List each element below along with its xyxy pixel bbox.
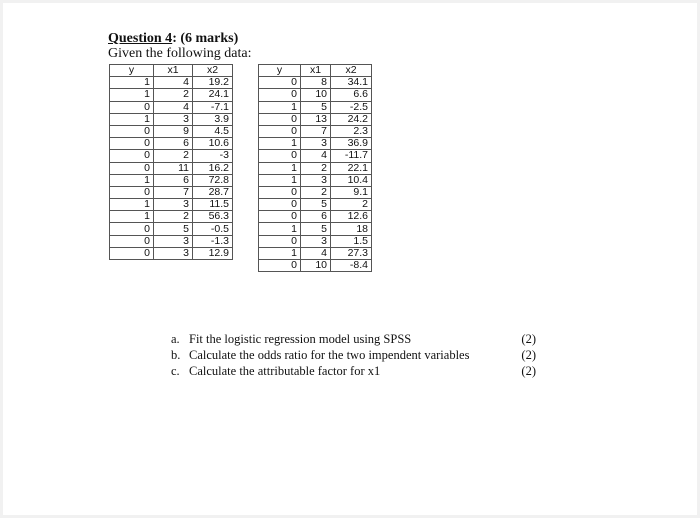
table-cell: 0 [259,125,301,137]
item-text: Calculate the attributable factor for x1 [189,364,381,378]
table-row [110,211,233,223]
table-cell: 0 [259,113,301,125]
table-cell: 0 [259,150,301,162]
table-cell: 5 [154,223,193,235]
table-cell: 10 [301,260,331,272]
column-header: x1 [301,65,331,77]
column-header: x1 [154,65,193,77]
table-row [110,247,233,259]
table-cell: 5 [301,101,331,113]
table-cell: 2 [331,199,372,211]
table-cell: 1 [259,138,301,150]
table-row [110,235,233,247]
table-header-row [110,65,233,77]
table-cell: 12.9 [193,247,233,259]
column-header: y [110,65,154,77]
item-letter: a. [171,332,180,346]
table-row [259,77,372,89]
table-cell: 0 [110,101,154,113]
table-cell: -8.4 [331,260,372,272]
question-marks: : (6 marks) [172,31,239,46]
item-letter: b. [171,348,181,362]
table-cell: 0 [110,247,154,259]
table-cell: 7 [154,186,193,198]
table-cell: 18 [331,223,372,235]
table-cell: 24.1 [193,89,233,101]
table-cell: 1 [110,113,154,125]
table-cell: 34.1 [331,77,372,89]
table-cell: 3 [154,235,193,247]
table-cell: 3 [154,247,193,259]
table-cell: 0 [259,260,301,272]
table-cell: 3 [154,113,193,125]
table-cell: 2.3 [331,125,372,137]
sub-question-item [171,347,536,363]
data-table-2 [258,64,372,272]
table-row [259,199,372,211]
table-cell: 3 [154,199,193,211]
table-cell: 9 [154,125,193,137]
table-row [259,260,372,272]
table-cell: 36.9 [331,138,372,150]
table-cell: 4 [301,150,331,162]
table-cell: 27.3 [331,247,372,259]
table-row [259,211,372,223]
item-marks: (2) [521,332,536,346]
table-cell: 3 [301,235,331,247]
table-cell: 1 [259,101,301,113]
table-cell: 0 [259,186,301,198]
table-row [110,125,233,137]
table-row [259,174,372,186]
table-cell: 1 [259,174,301,186]
table-cell: -2.5 [331,101,372,113]
table-row [110,199,233,211]
table-cell: 72.8 [193,174,233,186]
table-cell: 4 [301,247,331,259]
table-cell: 6.6 [331,89,372,101]
item-marks: (2) [521,364,536,378]
table-cell: 0 [110,125,154,137]
table-row [110,223,233,235]
table-cell: 1 [110,174,154,186]
table-cell: 7 [301,125,331,137]
table-cell: 9.1 [331,186,372,198]
table-cell: 0 [259,89,301,101]
table-cell: 0 [110,162,154,174]
table-cell: 0 [259,211,301,223]
table-cell: -11.7 [331,150,372,162]
table-cell: 3 [301,174,331,186]
table-cell: 1 [110,211,154,223]
sub-question-item [171,363,536,379]
table-cell: 0 [110,223,154,235]
table-cell: 1 [259,223,301,235]
table-cell: 28.7 [193,186,233,198]
table-cell: 11 [154,162,193,174]
table-cell: 4 [154,101,193,113]
table-cell: 3.9 [193,113,233,125]
item-text: Fit the logistic regression model using SPSS [189,332,412,346]
question-intro: Given the following data: [108,46,252,61]
table-cell: 6 [301,211,331,223]
document-page [3,3,697,515]
table-cell: 1 [259,162,301,174]
table-cell: 10 [301,89,331,101]
column-header: x2 [193,65,233,77]
table-cell: 2 [154,89,193,101]
table-cell: 1 [259,247,301,259]
item-text: Calculate the odds ratio for the two impendent variables [189,348,470,362]
table-row [259,138,372,150]
table-cell: 8 [301,77,331,89]
table-cell: 6 [154,138,193,150]
table-cell: 5 [301,223,331,235]
table-cell: 10.6 [193,138,233,150]
item-marks: (2) [521,348,536,362]
table-row [110,150,233,162]
table-row [110,101,233,113]
table-cell: 0 [110,235,154,247]
table-cell: -3 [193,150,233,162]
table-cell: 1 [110,77,154,89]
table-cell: 5 [301,199,331,211]
table-cell: 1 [110,89,154,101]
table-cell: 3 [301,138,331,150]
table-row [110,186,233,198]
table-row [259,162,372,174]
table-header-row [259,65,372,77]
data-table-1 [109,64,233,260]
table-row [259,125,372,137]
table-cell: 1 [110,199,154,211]
table-cell: 4.5 [193,125,233,137]
table-row [110,174,233,186]
table-cell: 19.2 [193,77,233,89]
table-cell: 6 [154,174,193,186]
table-cell: 2 [154,150,193,162]
table-row [110,77,233,89]
table-row [110,162,233,174]
table-cell: 0 [259,77,301,89]
table-cell: 10.4 [331,174,372,186]
table-cell: 56.3 [193,211,233,223]
table-cell: -0.5 [193,223,233,235]
column-header: y [259,65,301,77]
table-row [259,89,372,101]
table-cell: 0 [259,235,301,247]
table-cell: 22.1 [331,162,372,174]
table-cell: 12.6 [331,211,372,223]
table-cell: 0 [259,199,301,211]
table-cell: 0 [110,150,154,162]
table-cell: 13 [301,113,331,125]
table-row [110,138,233,150]
table-cell: 0 [110,186,154,198]
question-label: Question 4 [108,31,173,46]
table-row [259,223,372,235]
table-cell: 4 [154,77,193,89]
table-row [259,113,372,125]
table-cell: 0 [110,138,154,150]
table-cell: 11.5 [193,199,233,211]
table-cell: 1.5 [331,235,372,247]
sub-question-item [171,331,536,347]
table-cell: -1.3 [193,235,233,247]
table-row [110,89,233,101]
table-cell: -7.1 [193,101,233,113]
table-cell: 2 [301,162,331,174]
question-title [108,31,238,47]
table-cell: 2 [154,211,193,223]
table-row [259,247,372,259]
table-cell: 2 [301,186,331,198]
sub-question-list [171,331,536,379]
table-row [259,150,372,162]
table-cell: 24.2 [331,113,372,125]
table-cell: 16.2 [193,162,233,174]
item-letter: c. [171,364,180,378]
table-row [259,186,372,198]
table-row [259,235,372,247]
table-row [110,113,233,125]
column-header: x2 [331,65,372,77]
table-row [259,101,372,113]
